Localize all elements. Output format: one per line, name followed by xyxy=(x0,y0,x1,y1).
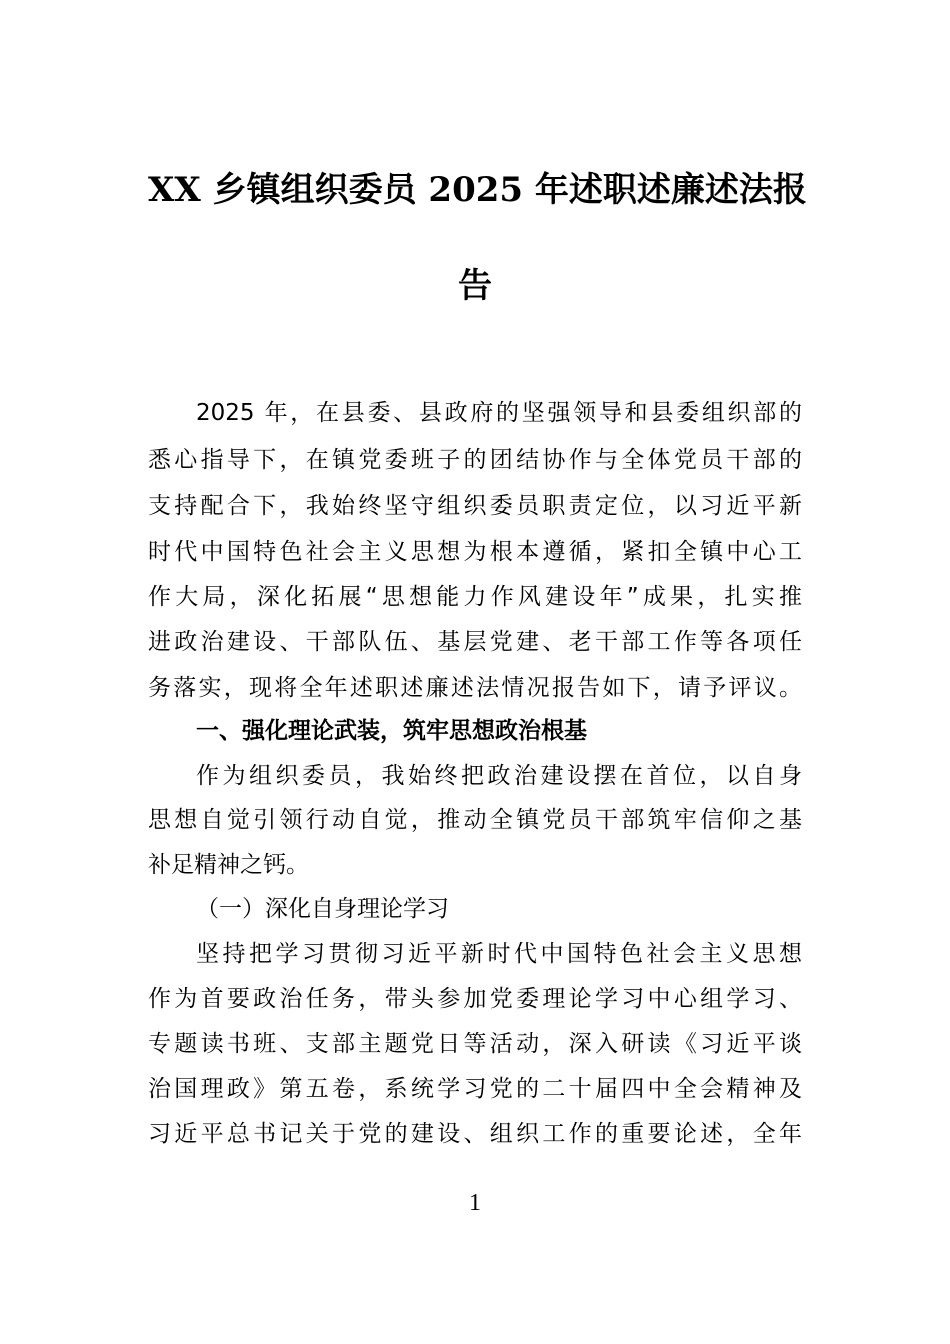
subsection-1-paragraph-line: 坚持把学习贯彻习近平新时代中国特色社会主义思想 xyxy=(196,941,802,967)
section-1-paragraph-line: 思想自觉引领行动自觉，推动全镇党员干部筑牢信仰之基 xyxy=(148,807,802,833)
intro-paragraph-line: 进政治建设、干部队伍、基层党建、老干部工作等各项任 xyxy=(148,629,802,655)
intro-paragraph-line: 悉心指导下，在镇党委班子的团结协作与全体党员干部的 xyxy=(148,447,802,473)
subsection-1-paragraph-line: 作为首要政治任务，带头参加党委理论学习中心组学习、 xyxy=(148,986,802,1012)
intro-paragraph-line: 2025 年，在县委、县政府的坚强领导和县委组织部的 xyxy=(196,400,802,426)
intro-paragraph-line: 务落实，现将全年述职述廉述法情况报告如下，请予评议。 xyxy=(148,675,802,701)
subsection-1-paragraph-line: 习近平总书记关于党的建设、组织工作的重要论述，全年 xyxy=(148,1121,802,1147)
intro-paragraph-line: 支持配合下，我始终坚守组织委员职责定位，以习近平新 xyxy=(148,493,802,519)
subsection-1-paragraph-line: 治国理政》第五卷，系统学习党的二十届四中全会精神及 xyxy=(148,1076,802,1102)
document-title-line-1: XX 乡镇组织委员 2025 年述职述廉述法报 xyxy=(148,170,807,210)
intro-paragraph-line: 时代中国特色社会主义思想为根本遵循，紧扣全镇中心工 xyxy=(148,539,802,565)
page-number: 1 xyxy=(469,1190,481,1216)
section-1-paragraph-line: 作为组织委员，我始终把政治建设摆在首位，以自身 xyxy=(196,763,802,789)
section-1-heading: 一、强化理论武装，筑牢思想政治根基 xyxy=(196,718,587,744)
section-1-paragraph-line: 补足精神之钙。 xyxy=(148,852,309,878)
document-title-line-2: 告 xyxy=(458,266,492,306)
subsection-1-heading: （一）深化自身理论学习 xyxy=(196,896,449,922)
subsection-1-paragraph-line: 专题读书班、支部主题党日等活动，深入研读《习近平谈 xyxy=(148,1031,802,1057)
intro-paragraph-line: 作大局，深化拓展“思想能力作风建设年”成果，扎实推 xyxy=(148,584,802,610)
